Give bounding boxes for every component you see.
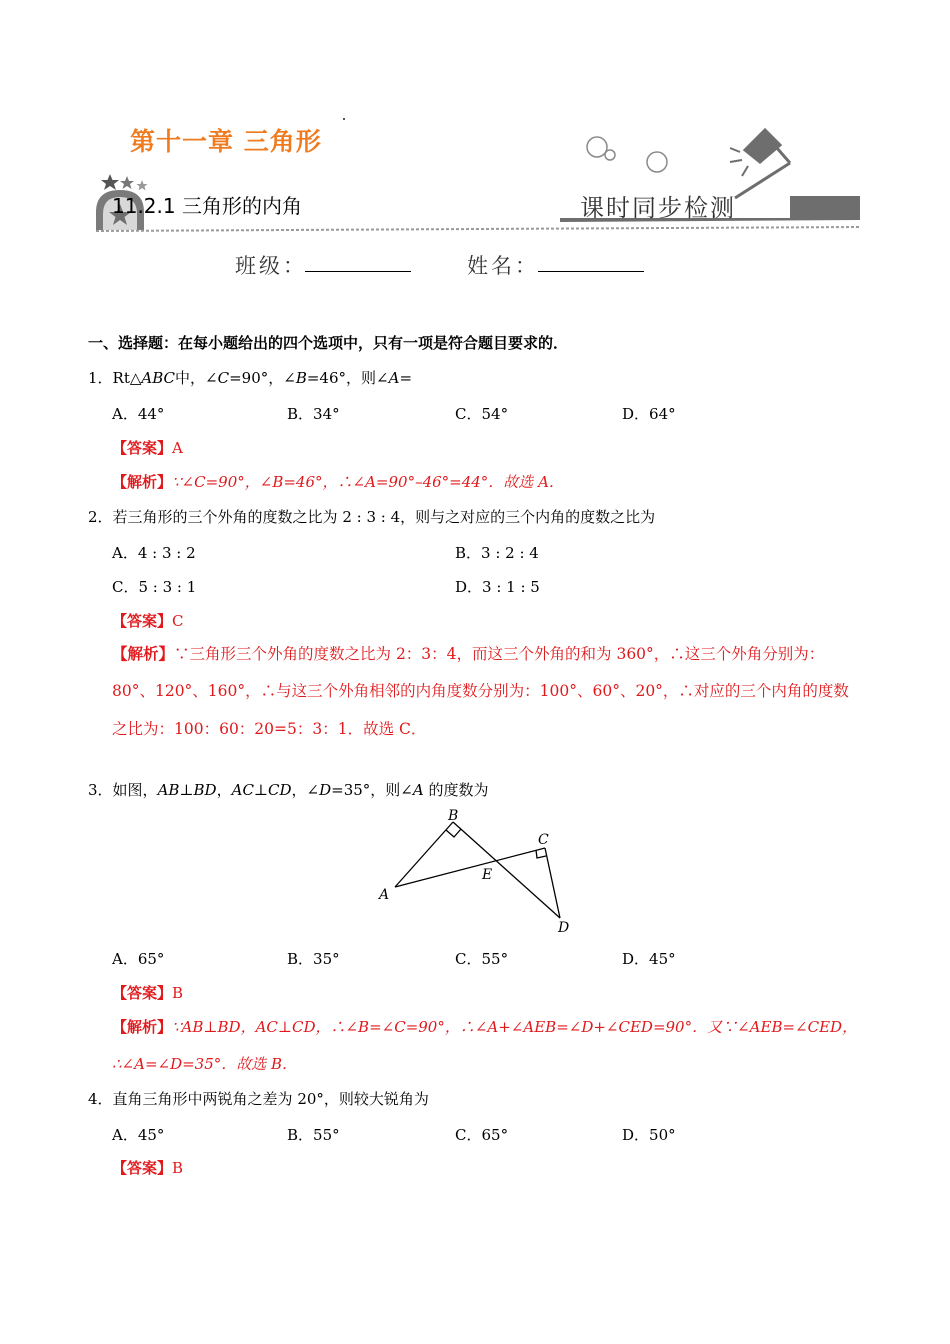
q2-analysis-line-2: 80°、120°、160°，∴与这三个外角相邻的内角度数分别为：100°、60°、20°，∴对应的三个内角的度数: [112, 682, 849, 700]
figure-label-a: A: [379, 887, 390, 903]
q3-analysis-line-1: 【解析】∵AB⊥BD，AC⊥CD，∴∠B=∠C=90°，∴∠A+∠AEB=∠D+∠CED=90°．又∵∠AEB=∠CED，: [112, 1018, 858, 1036]
q4-option-a[interactable]: A．45°: [112, 1126, 165, 1144]
name-label: 姓名：: [467, 254, 539, 278]
class-field[interactable]: [305, 271, 411, 272]
q1-option-b[interactable]: B．34°: [287, 405, 340, 423]
q2-option-a[interactable]: A．4 : 3 : 2: [112, 544, 196, 562]
q2-option-b[interactable]: B．3 : 2 : 4: [455, 544, 539, 562]
q2-option-d[interactable]: D．3 : 1 : 5: [455, 578, 540, 596]
question-3: 3．如图，AB⊥BD，AC⊥CD，∠D=35°，则∠A 的度数为: [88, 781, 489, 799]
q4-option-d[interactable]: D．50°: [622, 1126, 676, 1144]
q1-option-a[interactable]: A．44°: [112, 405, 165, 423]
star-icon: [137, 180, 148, 191]
q2-option-c[interactable]: C．5 : 3 : 1: [112, 578, 197, 596]
q4-option-b[interactable]: B．55°: [287, 1126, 340, 1144]
q4-option-c[interactable]: C．65°: [455, 1126, 509, 1144]
triangle-figure: [370, 800, 590, 940]
q4-answer: 【答案】B: [112, 1159, 184, 1177]
question-1: 1．Rt△ABC中，∠C=90°，∠B=46°，则∠A=: [88, 369, 413, 387]
chapter-title: 第十一章 三角形: [130, 127, 322, 156]
question-4: 4．直角三角形中两锐角之差为 20°，则较大锐角为: [88, 1090, 429, 1108]
q3-option-a[interactable]: A．65°: [112, 950, 165, 968]
figure-label-d: D: [558, 920, 570, 936]
star-icon: [101, 174, 119, 190]
q2-answer: 【答案】C: [112, 612, 184, 630]
star-icon: [120, 176, 134, 189]
figure-label-e: E: [482, 867, 493, 883]
q1-analysis: 【解析】∵∠C=90°，∠B=46°，∴∠A=90°–46°=44°．故选 A．: [112, 473, 564, 491]
q3-answer: 【答案】B: [112, 984, 184, 1002]
figure-label-c: C: [538, 832, 549, 848]
q2-analysis-line-3: 之比为：100：60：20=5：3：1．故选 C．: [112, 720, 427, 738]
q1-answer: 【答案】A: [112, 439, 183, 457]
class-label: 班级：: [235, 254, 307, 278]
question-2: 2．若三角形的三个外角的度数之比为 2 : 3 : 4，则与之对应的三个内角的度数之比为: [88, 508, 656, 526]
series-title: 课时同步检测: [580, 194, 736, 222]
q3-option-b[interactable]: B．35°: [287, 950, 340, 968]
header-banner: [90, 100, 870, 240]
section-title: 11.2.1 三角形的内角: [112, 194, 302, 218]
q3-option-d[interactable]: D．45°: [622, 950, 676, 968]
q1-option-c[interactable]: C．54°: [455, 405, 509, 423]
q3-analysis-line-2: ∴∠A=∠D=35°．故选 B．: [112, 1055, 298, 1073]
lamp-icon: [730, 130, 790, 198]
figure-label-b: B: [448, 808, 459, 824]
q3-option-c[interactable]: C．55°: [455, 950, 509, 968]
q2-analysis-line-1: 【解析】∵三角形三个外角的度数之比为 2：3：4，而这三个外角的和为 360°，∴这三个外角分别为：: [112, 644, 825, 663]
section-intro: 一、选择题：在每小题给出的四个选项中，只有一项是符合题目要求的．: [88, 334, 569, 352]
dot-mark: [343, 118, 345, 120]
banner-graphic: [90, 100, 870, 240]
name-field[interactable]: [538, 271, 644, 272]
q1-option-d[interactable]: D．64°: [622, 405, 676, 423]
